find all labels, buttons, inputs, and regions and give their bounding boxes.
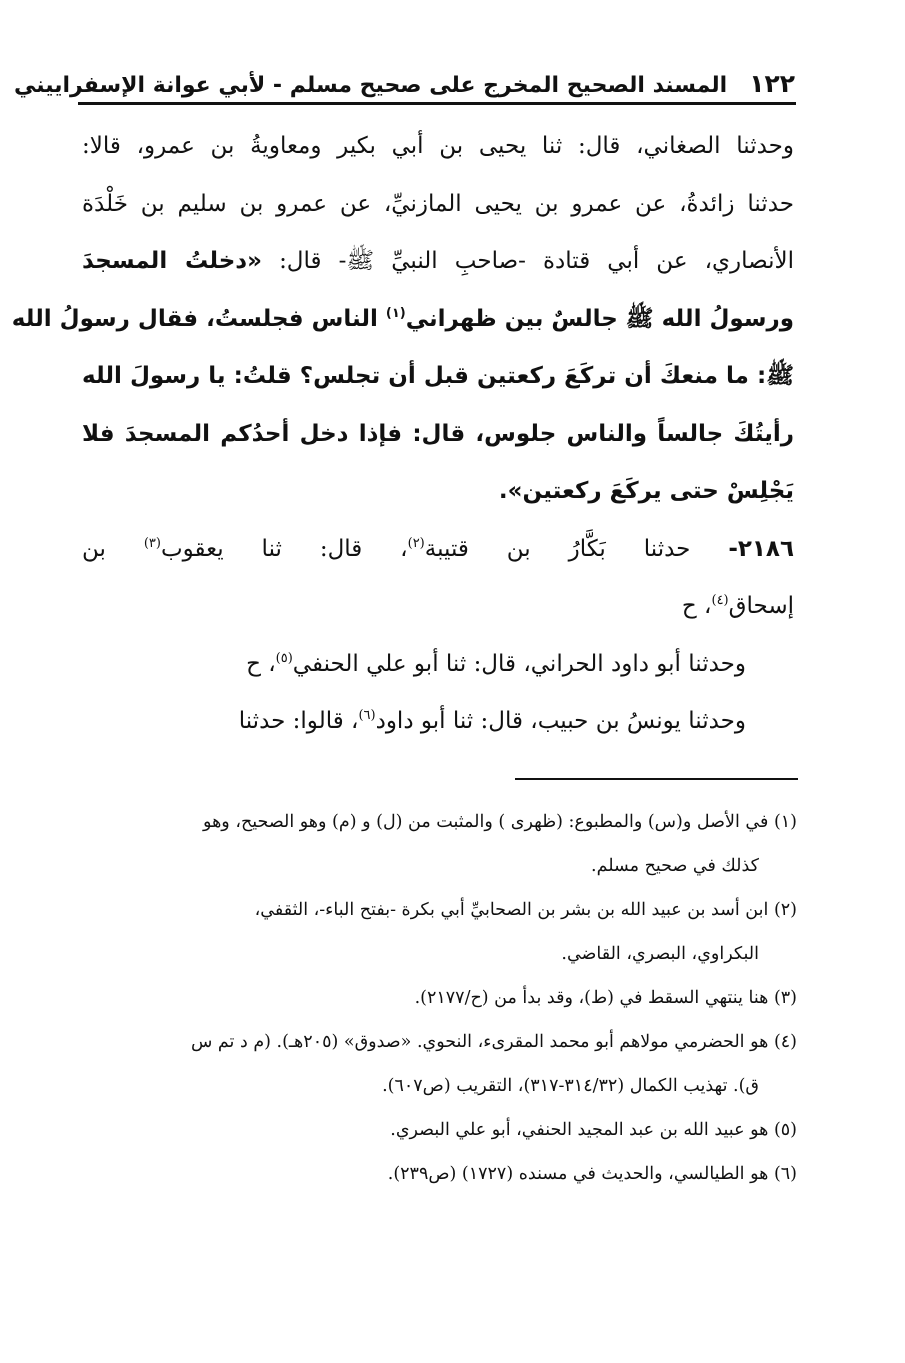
text-span: ورسولُ الله ﷺ جالسٌ بين ظهراني (405, 305, 794, 332)
footnote-1-cont: كذلك في صحيح مسلم. (591, 856, 759, 876)
hadith-quote-line: ﷺ: ما منعكَ أن تركَعَ ركعتين قبل أن تجلس؟ قلتُ: يا رسولَ الله (82, 363, 794, 389)
footnote-6 (82, 1152, 797, 1196)
footnote-1 (82, 800, 797, 844)
footnote-number: (٤) (773, 1032, 797, 1052)
text-span: ، قال: ثنا يعقوب (160, 535, 408, 562)
footnote-ref[interactable]: (٢) (407, 535, 425, 551)
text-line (82, 636, 794, 694)
footnote-ref[interactable]: (٤) (711, 593, 729, 608)
footnote-number: (٥) (773, 1120, 797, 1140)
footnote-text: في الأصل و(س) والمطبوع: (ظهرى ) والمثبت من (ل) و (م) وهو الصحيح، وهو (203, 812, 769, 832)
footnote-ref[interactable]: (٥) (275, 650, 293, 666)
footnotes (82, 800, 797, 1196)
running-title: المسند الصحيح المخرج على صحيح مسلم - لأبي عوانة الإسفراييني (13, 73, 728, 98)
hadith-2186-line (82, 521, 794, 579)
main-text (11, 118, 795, 751)
footnote-text: هو عبيد الله بن عبد المجيد الحنفي، أبو علي البصري. (390, 1120, 769, 1140)
hadith-quote-line (11, 291, 794, 349)
text-span: حدثنا بَكَّارُ بن قتيبة (424, 535, 691, 562)
running-header (13, 58, 795, 98)
text-span: ، ح (246, 650, 276, 677)
text-span: الأنصاري، عن أبي قتادة -صاحبِ النبيِّ ﷺ- قال: (279, 248, 795, 274)
footnote-text: هنا ينتهي السقط في (ط)، وقد بدأ من (ح/٢١٧٧). (414, 988, 769, 1008)
hadith-quote: «دخلتُ المسجدَ (82, 248, 262, 274)
footnote-number: (٣) (773, 988, 797, 1008)
hadith-quote-line: رأيتُكَ جالساً والناس جلوس، قال: فإذا دخل أحدُكم المسجدَ فلا (82, 420, 794, 447)
footnote-ref[interactable]: (٦) (358, 708, 376, 723)
footnote-ref[interactable]: (١) (385, 305, 406, 321)
text-line (82, 693, 794, 751)
text-span: ، قالوا: حدثنا (238, 708, 359, 734)
footnote-2 (82, 888, 797, 932)
footnote-separator (515, 778, 798, 780)
footnote-number: (٢) (773, 900, 797, 920)
text-line: وحدثنا الصغاني، قال: ثنا يحيى بن أبي بكير ومعاويةُ بن عمرو، قالا: (82, 133, 794, 159)
text-line (82, 233, 794, 291)
hadith-quote-line: يَجْلِسْ حتى يركَعَ ركعتين». (498, 478, 794, 504)
footnote-4-cont: ق). تهذيب الكمال (٣١٤/٣٢-٣١٧)، التقريب (ص٦٠٧). (382, 1076, 759, 1096)
hadith-number: ٢١٨٦- (728, 535, 795, 562)
footnote-text: هو الحضرمي مولاهم أبو محمد المقرىء، النحوي. «صدوق» (٢٠٥هـ). (م د تم س (190, 1032, 769, 1052)
text-span: بن (82, 535, 106, 562)
text-span: وحدثنا أبو داود الحراني، قال: ثنا أبو علي الحنفي (292, 650, 746, 677)
footnote-4 (82, 1020, 797, 1064)
text-line: حدثنا زائدةُ، عن عمرو بن يحيى المازنيِّ، عن عمرو بن سليم بن خَلْدَة (82, 190, 794, 217)
footnote-text: هو الطيالسي، والحديث في مسنده (١٧٢٧) (ص٢٣٩). (387, 1164, 769, 1184)
page-number: ١٢٢ (749, 69, 795, 98)
text-span: ، ح (681, 593, 712, 619)
footnote-2-cont: البكراوي، البصري، القاضي. (561, 944, 759, 964)
footnote-5 (82, 1108, 797, 1152)
footnote-3 (82, 976, 797, 1020)
text-span: إسحاق (728, 593, 794, 619)
footnote-number: (١) (773, 812, 797, 832)
text-span: الناس فجلستُ، فقال رسولُ الله (11, 305, 378, 332)
text-line (82, 578, 794, 636)
footnote-text: ابن أسد بن عبيد الله بن بشر بن الصحابيِّ أبي بكرة -بفتح الباء-، الثقفي، (254, 900, 769, 920)
header-rule (78, 102, 796, 105)
footnote-number: (٦) (773, 1164, 797, 1184)
footnote-ref[interactable]: (٣) (143, 535, 161, 551)
text-span: وحدثنا يونسُ بن حبيب، قال: ثنا أبو داود (375, 708, 746, 734)
